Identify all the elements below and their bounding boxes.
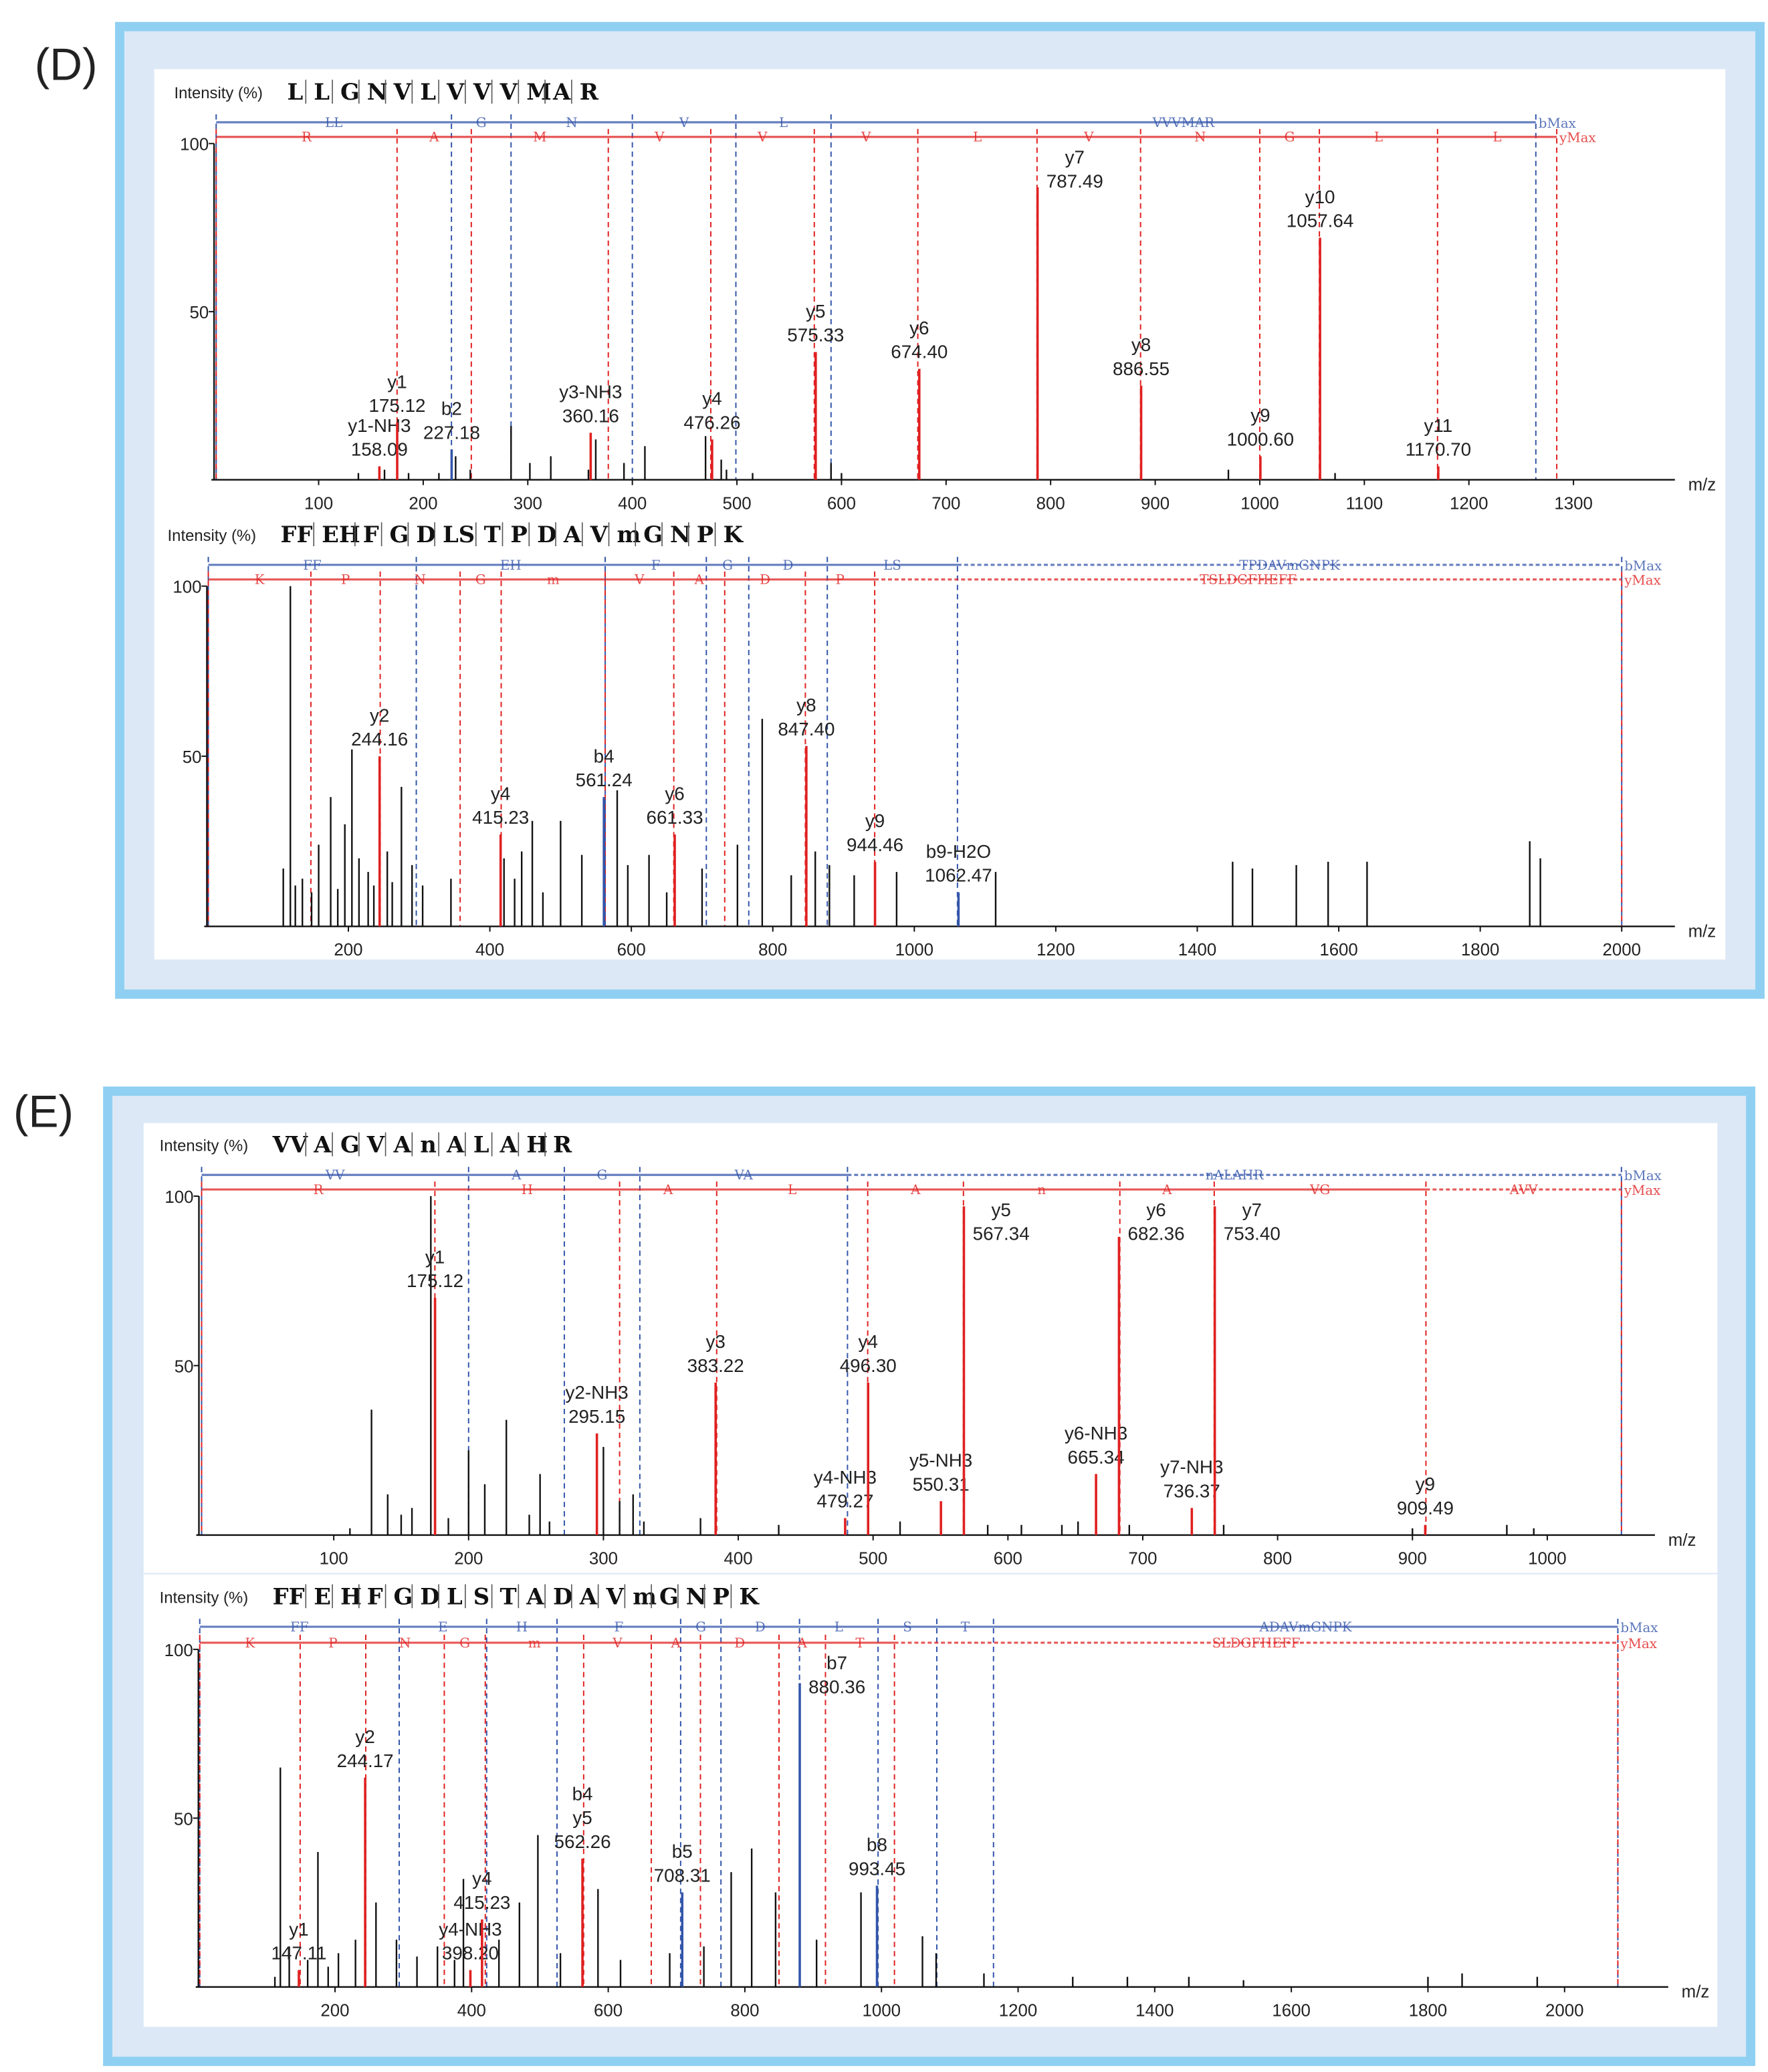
peak-mz-label: 886.55 [1113, 358, 1170, 379]
b-ladder-label: T [960, 1619, 970, 1635]
y-ladder-label: AVV [1509, 1182, 1538, 1198]
b-ladder-label: E [438, 1619, 448, 1635]
sequence-residue: A [500, 1131, 518, 1158]
sequence-residue: D [553, 1583, 573, 1610]
x-tick-label: 900 [1141, 494, 1170, 513]
b-ladder-label: L [779, 114, 788, 130]
peak-ion-label: y11 [1424, 415, 1453, 436]
y-ladder-label: V [635, 572, 645, 588]
b-ladder-label: N [566, 114, 578, 130]
sequence-residue: V [606, 1583, 624, 1610]
y-ladder-label: V [758, 129, 768, 145]
peak-ion-label: y9 [1250, 405, 1270, 426]
sequence-residue: EH [322, 521, 360, 548]
peak-ion-label: y8 [796, 695, 816, 716]
peak-mz-label: 993.45 [848, 1858, 906, 1879]
peak-ion-label: y4 [702, 388, 722, 409]
y-ladder-end-label: yMax [1559, 130, 1596, 146]
x-tick-label: 300 [513, 494, 542, 513]
peak-ion-label: b8 [867, 1834, 888, 1855]
b-ladder-label: LS [883, 557, 901, 573]
x-tick-label: 800 [1263, 1549, 1293, 1569]
x-axis-label: m/z [1668, 1530, 1696, 1550]
x-tick-label: 1100 [1345, 494, 1384, 513]
y-ladder-label: n [1037, 1182, 1046, 1198]
sequence-residue: T [483, 521, 501, 548]
sequence-residue: D [537, 521, 557, 548]
y-ladder-label: A [694, 572, 704, 588]
peak-ion-label: b5 [671, 1841, 693, 1862]
sequence-residue: N [685, 1583, 707, 1610]
sequence-residue: V [473, 78, 491, 106]
x-tick-label: 600 [993, 1549, 1022, 1569]
peak-mz-label: 476.26 [683, 412, 741, 433]
peak-ion-label: b4 [593, 745, 615, 767]
peak-mz-label: 567.34 [972, 1223, 1030, 1244]
b-ladder-label: ADAVmGNPK [1259, 1619, 1352, 1635]
peak-mz-label: 360.16 [562, 405, 619, 427]
x-tick-label: 200 [409, 494, 438, 513]
sequence-residue: N [366, 78, 388, 106]
peak-mz-label: 661.33 [646, 807, 703, 828]
x-tick-label: 300 [588, 1549, 618, 1569]
sequence-residue: m [633, 1583, 657, 1610]
y-ladder-label: P [328, 1635, 338, 1651]
b-ladder-label: nALAHR [1205, 1167, 1264, 1183]
y-ladder-label: A [663, 1182, 673, 1198]
peak-ion-label: y3-NH3 [559, 381, 623, 402]
peak-ion-label: b4 [572, 1783, 593, 1805]
y-ladder-label: V [1084, 129, 1094, 145]
x-tick-label: 1000 [1528, 1549, 1567, 1569]
peak-mz-label: 575.33 [787, 324, 845, 346]
y-ladder-label: G [459, 1635, 471, 1651]
peak-ion-label: y2-NH3 [565, 1382, 629, 1403]
peak-ion-label: y2 [355, 1726, 375, 1748]
x-axis-label: m/z [1681, 1982, 1710, 2002]
sequence-residue: A [579, 1583, 598, 1610]
sequence-residue: P [712, 1583, 730, 1610]
b-ladder-label: V [679, 114, 689, 130]
b-ladder-label: F [651, 557, 661, 573]
peak-mz-label: 175.12 [368, 395, 426, 417]
y-axis-label: Intensity (%) [167, 527, 257, 546]
x-axis-label: m/z [1688, 475, 1717, 495]
y-tick-label: 100 [180, 135, 209, 154]
peak-mz-label: 562.26 [554, 1831, 611, 1853]
peak-mz-label: 147.11 [271, 1942, 327, 1964]
sequence-residue: A [553, 78, 571, 106]
y-ladder-end-label: yMax [1624, 572, 1661, 588]
x-tick-label: 1400 [1135, 2001, 1174, 2021]
peak-ion-label: y5 [572, 1807, 592, 1829]
y-axis-label: Intensity (%) [159, 1137, 249, 1155]
b-ladder-label: F [614, 1619, 624, 1635]
sequence-residue: A [563, 521, 582, 548]
sequence-residue: H [340, 1583, 362, 1610]
y-ladder-label: N [1194, 129, 1206, 145]
sequence-residue: G [393, 1583, 413, 1610]
peak-mz-label: 496.30 [839, 1355, 897, 1376]
sequence-residue: E [314, 1583, 331, 1610]
peak-mz-label: 415.23 [472, 807, 530, 828]
y-ladder-label: A [1162, 1182, 1172, 1198]
y-ladder-label: L [1493, 129, 1502, 145]
y-ladder-end-label: yMax [1620, 1635, 1658, 1651]
y-ladder-label: P [341, 572, 350, 588]
peak-mz-label: 847.40 [778, 718, 835, 739]
peak-ion-label: y9 [865, 810, 885, 832]
sequence-residue: V [500, 78, 518, 106]
x-tick-label: 500 [722, 494, 752, 513]
y-ladder-label: A [429, 129, 439, 145]
y-ladder-label: V [655, 129, 665, 145]
sequence-residue: L [447, 1583, 463, 1610]
sequence-residue: V [447, 78, 465, 106]
y-ladder-label: K [245, 1635, 255, 1651]
peak-ion-label: y6 [909, 317, 929, 338]
y-ladder-label: R [302, 129, 312, 145]
sequence-residue: A [314, 1131, 332, 1158]
sequence-residue: LS [443, 521, 475, 548]
sequence-residue: F [362, 521, 379, 548]
peak-mz-label: 1062.47 [925, 865, 992, 886]
peak-ion-label: y8 [1131, 334, 1151, 356]
x-tick-label: 800 [758, 941, 788, 960]
b-ladder-label: S [903, 1619, 912, 1635]
peak-ion-label: y1 [289, 1918, 309, 1940]
x-tick-label: 200 [334, 941, 363, 960]
peak-mz-label: 244.16 [351, 729, 409, 750]
peak-ion-label: y6-NH3 [1064, 1422, 1128, 1444]
y-tick-label: 50 [182, 748, 202, 768]
sequence-residue: R [579, 78, 598, 106]
y-ladder-label: m [528, 1635, 541, 1651]
sequence-residue: D [420, 1583, 440, 1610]
sequence-residue: n [420, 1131, 437, 1158]
b-ladder-label: VA [734, 1167, 753, 1183]
x-tick-label: 1200 [1449, 494, 1488, 513]
peak-ion-label: y4-NH3 [813, 1466, 877, 1488]
sequence-residue: G [659, 1583, 679, 1610]
x-tick-label: 800 [730, 2001, 760, 2021]
b-ladder-label: G [695, 1619, 706, 1635]
x-tick-label: 400 [475, 941, 505, 960]
peak-mz-label: 550.31 [912, 1474, 970, 1495]
b-ladder-end-label: bMax [1620, 1620, 1658, 1636]
y-ladder-label: A [671, 1635, 681, 1651]
x-tick-label: 800 [1036, 494, 1065, 513]
sequence-residue: A [393, 1131, 411, 1158]
sequence-residue: G [340, 1131, 360, 1158]
sequence-residue: F [366, 1583, 383, 1610]
peak-mz-label: 1170.70 [1405, 439, 1472, 460]
peak-ion-label: y7-NH3 [1160, 1456, 1224, 1478]
sequence-residue: A [447, 1131, 465, 1158]
peak-ion-label: y1 [387, 371, 407, 392]
peak-mz-label: 665.34 [1067, 1446, 1125, 1468]
peak-ion-label: y4 [472, 1868, 492, 1889]
sequence-residue: L [420, 78, 437, 106]
panel-e-label: (E) [13, 1086, 74, 1137]
peak-ion-label: y6 [665, 783, 685, 804]
x-tick-label: 600 [594, 2001, 623, 2021]
b-ladder-label: L [834, 1619, 843, 1635]
y-ladder-label: L [788, 1182, 797, 1198]
b-ladder-label: FF [303, 557, 322, 573]
y-ladder-label: N [399, 1635, 411, 1651]
x-tick-label: 2000 [1602, 941, 1641, 960]
sequence-residue: M [526, 78, 552, 106]
sequence-residue: G [643, 521, 663, 548]
sequence-residue: V [366, 1131, 384, 1158]
peak-ion-label: b9-H2O [925, 840, 992, 862]
y-tick-label: 50 [174, 1357, 194, 1377]
y-tick-label: 100 [173, 578, 202, 597]
peak-mz-label: 753.40 [1223, 1223, 1281, 1244]
x-tick-label: 600 [826, 494, 856, 513]
y-axis-label: Intensity (%) [159, 1589, 249, 1607]
b-ladder-label: D [754, 1619, 766, 1635]
peak-mz-label: 415.23 [453, 1891, 511, 1913]
x-tick-label: 1200 [1036, 941, 1075, 960]
y-ladder-label: L [973, 129, 982, 145]
y-ladder-label: TSLDGFHEFF [1200, 572, 1297, 588]
sequence-residue: N [669, 521, 691, 548]
peak-mz-label: 227.18 [423, 422, 480, 443]
peak-mz-label: 1000.60 [1226, 429, 1295, 450]
peak-ion-label: y7 [1065, 146, 1085, 168]
x-tick-label: 400 [618, 494, 647, 513]
sequence-residue: D [416, 521, 436, 548]
sequence-residue: G [389, 521, 409, 548]
b-ladder-label: H [516, 1619, 528, 1635]
x-tick-label: 200 [454, 1549, 483, 1569]
x-tick-label: 1000 [862, 2001, 901, 2021]
b-ladder-label: TPDAVmGNPK [1239, 557, 1340, 573]
peak-ion-label: y2 [370, 705, 390, 726]
x-tick-label: 1000 [895, 941, 934, 960]
y-ladder-end-label: yMax [1624, 1183, 1661, 1199]
peak-mz-label: 708.31 [653, 1865, 711, 1886]
peak-mz-label: 479.27 [816, 1490, 874, 1512]
b-ladder-label: A [512, 1167, 522, 1183]
peak-mz-label: 674.40 [891, 341, 948, 362]
y-tick-label: 100 [164, 1187, 194, 1207]
y-tick-label: 50 [189, 304, 209, 323]
panel-d-inner [154, 69, 1726, 959]
b-ladder-label: EH [500, 557, 522, 573]
x-tick-label: 400 [724, 1549, 753, 1569]
peak-ion-label: b7 [826, 1652, 848, 1674]
sequence-residue: FF [280, 521, 313, 548]
y-ladder-label: m [546, 572, 560, 588]
peak-ion-label: y1 [425, 1246, 445, 1268]
peak-mz-label: 295.15 [568, 1405, 626, 1427]
x-tick-label: 2000 [1545, 2001, 1584, 2021]
sequence-residue: VV [272, 1131, 308, 1158]
y-ladder-label: D [760, 572, 771, 588]
peak-mz-label: 880.36 [808, 1676, 866, 1698]
peak-ion-label: y5 [806, 300, 826, 322]
x-tick-label: 700 [931, 494, 961, 513]
peak-mz-label: 909.49 [1396, 1497, 1454, 1518]
peak-ion-label: y4 [490, 783, 511, 804]
y-ladder-label: G [1284, 129, 1295, 145]
sequence-residue: P [510, 521, 528, 548]
y-ladder-label: K [254, 572, 265, 588]
peak-mz-label: 175.12 [407, 1270, 464, 1292]
y-ladder-label: V [861, 129, 871, 145]
y-ladder-label: V [613, 1635, 623, 1651]
sequence-residue: H [526, 1131, 548, 1158]
y-ladder-label: M [533, 129, 547, 145]
peak-ion-label: y5 [991, 1199, 1011, 1220]
sequence-residue: R [553, 1131, 572, 1158]
x-tick-label: 500 [859, 1549, 888, 1569]
sequence-residue: A [526, 1583, 544, 1610]
peak-mz-label: 244.17 [336, 1750, 394, 1771]
b-ladder-label: FF [290, 1619, 309, 1635]
b-ladder-label: G [475, 114, 487, 130]
peak-ion-label: y6 [1146, 1199, 1166, 1220]
panel-d-label: (D) [34, 39, 98, 90]
peak-mz-label: 1057.64 [1286, 210, 1354, 231]
peak-ion-label: y5-NH3 [909, 1450, 973, 1471]
peak-mz-label: 736.37 [1163, 1480, 1220, 1502]
y-tick-label: 50 [174, 1810, 193, 1829]
peak-mz-label: 398.20 [441, 1942, 500, 1964]
b-ladder-label: G [596, 1167, 608, 1183]
sequence-residue: L [473, 1131, 489, 1158]
x-tick-label: 400 [457, 2001, 486, 2021]
peak-ion-label: y1-NH3 [348, 415, 411, 436]
x-axis-label: m/z [1688, 922, 1717, 941]
x-tick-label: 1400 [1178, 941, 1217, 960]
b-ladder-label: D [782, 557, 794, 573]
y-axis-label: Intensity (%) [174, 84, 263, 103]
y-ladder-label: A [797, 1635, 807, 1651]
y-ladder-label: N [414, 572, 427, 588]
sequence-residue: G [340, 78, 360, 106]
peak-ion-label: y10 [1305, 186, 1335, 207]
peak-mz-label: 682.36 [1127, 1223, 1185, 1244]
b-ladder-label: VVVMAR [1152, 114, 1215, 130]
y-ladder-label: SLDGFHEFF [1212, 1635, 1301, 1651]
x-tick-label: 100 [319, 1549, 348, 1569]
sequence-residue: S [473, 1583, 490, 1610]
b-ladder-end-label: bMax [1624, 558, 1662, 574]
b-ladder-label: G [722, 557, 733, 573]
y-ladder-label: H [521, 1182, 534, 1198]
x-tick-label: 700 [1128, 1549, 1157, 1569]
x-tick-label: 900 [1398, 1549, 1427, 1569]
peak-ion-label: y4 [858, 1331, 878, 1353]
sequence-residue: FF [272, 1583, 305, 1610]
sequence-residue: K [739, 1583, 759, 1610]
x-tick-label: 1200 [998, 2001, 1038, 2021]
panel-e-inner [144, 1123, 1718, 2027]
x-tick-label: 100 [304, 494, 334, 513]
y-tick-label: 100 [164, 1641, 193, 1660]
peak-mz-label: 561.24 [575, 770, 633, 791]
peak-ion-label: y4-NH3 [439, 1918, 502, 1940]
peak-mz-label: 944.46 [847, 834, 904, 855]
x-tick-label: 1000 [1240, 494, 1279, 513]
sequence-residue: P [696, 521, 714, 548]
peak-mz-label: 158.09 [350, 439, 408, 460]
y-ladder-label: G [475, 572, 486, 588]
y-ladder-label: T [855, 1635, 865, 1651]
sequence-residue: L [314, 78, 330, 106]
x-tick-label: 1300 [1554, 494, 1593, 513]
peak-mz-label: 383.22 [687, 1355, 744, 1376]
y-ladder-label: P [835, 572, 845, 588]
y-ladder-label: VG [1310, 1182, 1331, 1198]
y-ladder-label: L [1373, 129, 1384, 145]
b-ladder-label: LL [325, 114, 343, 130]
x-tick-label: 1800 [1408, 2001, 1448, 2021]
sequence-residue: T [500, 1583, 517, 1610]
y-ladder-label: A [911, 1182, 921, 1198]
y-ladder-label: D [734, 1635, 746, 1651]
x-tick-label: 1600 [1272, 2001, 1311, 2021]
sequence-residue: V [590, 521, 608, 548]
sequence-residue: m [617, 521, 641, 548]
b-ladder-end-label: bMax [1538, 115, 1576, 131]
sequence-residue: K [723, 521, 743, 548]
b-ladder-end-label: bMax [1624, 1168, 1662, 1184]
b-ladder-label: VV [325, 1167, 345, 1183]
x-tick-label: 200 [320, 2001, 350, 2021]
peak-ion-label: y9 [1415, 1474, 1436, 1495]
peak-ion-label: y7 [1242, 1199, 1262, 1220]
x-tick-label: 1600 [1319, 941, 1358, 960]
sequence-residue: L [287, 78, 304, 106]
x-tick-label: 1800 [1460, 941, 1500, 960]
x-tick-label: 600 [617, 941, 646, 960]
peak-ion-label: y3 [705, 1331, 726, 1353]
peak-ion-label: b2 [441, 398, 462, 419]
y-ladder-label: R [313, 1182, 324, 1198]
sequence-residue: V [393, 78, 411, 106]
peak-mz-label: 787.49 [1046, 170, 1103, 192]
